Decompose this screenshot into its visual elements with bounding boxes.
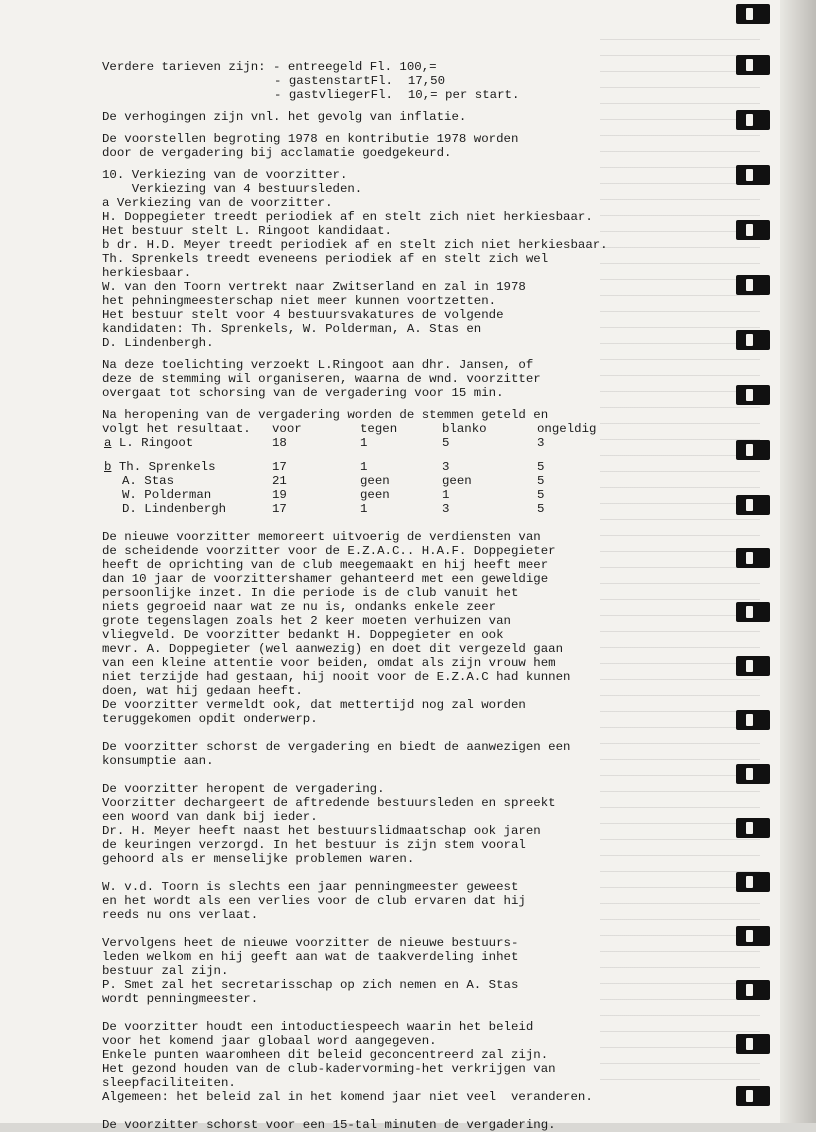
cell-ongeldig: 5 [537, 474, 545, 488]
binding-ring [736, 495, 770, 515]
speech-paragraph [102, 1020, 602, 1104]
text-line: vliegveld. De voorzitter bedankt H. Doppegieter en ook [102, 628, 504, 642]
cell-ongeldig: 5 [537, 460, 545, 474]
cell-voor: 17 [272, 502, 287, 516]
text-line: dan 10 jaar de voorzittershamer gehanteerd met een geweldige [102, 572, 549, 586]
text-line: herkiesbaar. [102, 266, 192, 280]
cell-voor: 17 [272, 460, 287, 474]
text-line: De nieuwe voorzitter memoreert uitvoerig de verdiensten van [102, 530, 541, 544]
text-line: Dr. H. Meyer heeft naast het bestuurslidmaatschap ook jaren [102, 824, 541, 838]
text-line: konsumptie aan. [102, 754, 214, 768]
cell-blanko: 1 [442, 488, 450, 502]
page-edge-shadow [780, 0, 816, 1123]
text-line: De voorzitter heropent de vergadering. [102, 782, 385, 796]
text-line: niets gegroeid naar wat ze nu is, ondanks enkele zeer [102, 600, 497, 614]
cell-tegen: 1 [360, 460, 368, 474]
cell-tegen: geen [360, 474, 390, 488]
text-line: een woord van dank bij ieder. [102, 810, 318, 824]
text-line: kandidaten: Th. Sprenkels, W. Polderman, A. Stas en [102, 322, 482, 336]
table-row [104, 474, 597, 488]
section-10 [102, 168, 608, 350]
tariff-item: - gastvliegerFl. 10,= per start. [274, 88, 520, 102]
binding-ring [736, 440, 770, 460]
header-blanko: blanko [442, 422, 487, 436]
welcome-paragraph [102, 936, 602, 1006]
table-row [104, 488, 597, 502]
text-line: volgt het resultaat. [102, 422, 251, 436]
candidate-name: W. Polderman [122, 488, 212, 502]
text-line: mevr. A. Doppegieter (wel aanwezig) en doet dit vergezeld gaan [102, 642, 564, 656]
text-line: D. Lindenbergh. [102, 336, 214, 350]
new-chair-paragraph [102, 530, 602, 726]
final-paragraph: De voorzitter schorst voor een 15-tal minuten de vergadering. [102, 1118, 556, 1132]
header-ongeldig: ongeldig [537, 422, 597, 436]
binding-ring [736, 55, 770, 75]
text-line: de keuringen verzorgd. In het bestuur is zijn stem vooral [102, 838, 526, 852]
table-row [104, 502, 597, 516]
cell-voor: 19 [272, 488, 287, 502]
budget-paragraph [102, 132, 602, 160]
text-line: Het gezond houden van de club-kadervorming-het verkrijgen van [102, 1062, 556, 1076]
candidate-name: Th. Sprenkels [118, 460, 216, 474]
candidate-name: A. Stas [122, 474, 175, 488]
text-line: Vervolgens heet de nieuwe voorzitter de nieuwe bestuurs- [102, 936, 519, 950]
binding-ring [736, 4, 770, 24]
reopens-paragraph [102, 782, 602, 866]
text-line: Voorzitter dechargeert de aftredende bestuursleden en spreekt [102, 796, 556, 810]
binding-ring [736, 275, 770, 295]
text-line: Enkele punten waaromheen dit beleid geconcentreerd zal zijn. [102, 1048, 549, 1062]
cell-ongeldig: 5 [537, 488, 545, 502]
toorn-paragraph [102, 880, 602, 922]
text-line: van een kleine attentie voor beiden, omdat als zijn vrouw hem [102, 656, 556, 670]
text-line: b dr. H.D. Meyer treedt periodiek af en stelt zich niet herkiesbaar. [102, 238, 608, 252]
binding-ring [736, 548, 770, 568]
text-line: deze de stemming wil organiseren, waarna de wnd. voorzitter [102, 372, 541, 386]
text-line: H. Doppegieter treedt periodiek af en stelt zich niet herkiesbaar. [102, 210, 593, 224]
cell-blanko: 3 [442, 460, 450, 474]
text-line: de scheidende voorzitter voor de E.Z.A.C.. H.A.F. Doppegieter [102, 544, 556, 558]
text-line: W. van den Toorn vertrekt naar Zwitserland en zal in 1978 [102, 280, 526, 294]
cell-blanko: 5 [442, 436, 450, 450]
text-line: sleepfaciliteiten. [102, 1076, 236, 1090]
binding-ring [736, 872, 770, 892]
cell-voor: 21 [272, 474, 287, 488]
text-line: voor het komend jaar globaal word aangegeven. [102, 1034, 437, 1048]
cell-blanko: geen [442, 474, 472, 488]
text-line: niet terzijde had gestaan, hij nooit voor de E.Z.A.C had kunnen [102, 670, 571, 684]
cell-tegen: 1 [360, 502, 368, 516]
cell-tegen: geen [360, 488, 390, 502]
inflation-paragraph: De verhogingen zijn vnl. het gevolg van inflatie. [102, 110, 467, 124]
section-heading: 10. Verkiezing van de voorzitter. [102, 168, 348, 182]
binding-ring [736, 602, 770, 622]
binding-ring [736, 926, 770, 946]
binding-ring [736, 385, 770, 405]
text-line: Na heropening van de vergadering worden de stemmen geteld en [102, 408, 549, 422]
text-line: De voorstellen begroting 1978 en kontributie 1978 worden [102, 132, 519, 146]
text-line: Het bestuur stelt L. Ringoot kandidaat. [102, 224, 392, 238]
text-line: overgaat tot schorsing van de vergadering voor 15 min. [102, 386, 504, 400]
text-line: W. v.d. Toorn is slechts een jaar penningmeester geweest [102, 880, 519, 894]
text-line: De voorzitter schorst de vergadering en biedt de aanwezigen een [102, 740, 571, 754]
binding-ring [736, 980, 770, 1000]
suspend-paragraph [102, 740, 602, 768]
text-line: leden welkom en hij geeft aan wat de taakverdeling inhet [102, 950, 519, 964]
cell-tegen: 1 [360, 436, 368, 450]
text-line: bestuur zal zijn. [102, 964, 229, 978]
text-line: De voorzitter houdt een intoductiespeech waarin het beleid [102, 1020, 534, 1034]
binding-ring [736, 165, 770, 185]
cell-blanko: 3 [442, 502, 450, 516]
text-line: Na deze toelichting verzoekt L.Ringoot aan dhr. Jansen, of [102, 358, 534, 372]
comb-binding [736, 0, 776, 1123]
candidate-name: L. Ringoot [118, 436, 194, 450]
binding-ring [736, 764, 770, 784]
document-body [102, 60, 608, 1132]
binding-ring [736, 710, 770, 730]
text-line: en het wordt als een verlies voor de club ervaren dat hij [102, 894, 526, 908]
text-line: P. Smet zal het secretarisschap op zich nemen en A. Stas [102, 978, 519, 992]
binding-ring [736, 110, 770, 130]
binding-ring [736, 1034, 770, 1054]
section-subheading: Verkiezing van 4 bestuursleden. [102, 182, 363, 196]
cell-ongeldig: 3 [537, 436, 545, 450]
group-a-label: a [104, 436, 112, 450]
text-line: door de vergadering bij acclamatie goedgekeurd. [102, 146, 452, 160]
tariffs-intro: Verdere tarieven zijn: [102, 60, 266, 74]
text-line: De voorzitter vermeldt ook, dat mettertijd nog zal worden [102, 698, 526, 712]
binding-ring [736, 1086, 770, 1106]
explanation-paragraph [102, 358, 602, 400]
text-line: reeds nu ons verlaat. [102, 908, 259, 922]
tariff-item: - gastenstartFl. 17,50 [274, 74, 446, 88]
table-row [104, 460, 597, 474]
header-tegen: tegen [360, 422, 398, 436]
table-row [104, 436, 597, 450]
text-line: gehoord als er menselijke problemen waren. [102, 852, 415, 866]
text-line: Algemeen: het beleid zal in het komend jaar niet veel veranderen. [102, 1090, 593, 1104]
header-voor: voor [272, 422, 302, 436]
votes-table [104, 422, 597, 516]
binding-ring [736, 220, 770, 240]
candidate-name: D. Lindenbergh [122, 502, 227, 516]
binding-ring [736, 330, 770, 350]
text-line: het pehningmeesterschap niet meer kunnen voortzetten. [102, 294, 497, 308]
text-line: Het bestuur stelt voor 4 bestuursvakatures de volgende [102, 308, 504, 322]
binding-ring [736, 656, 770, 676]
tariff-item: - entreegeld Fl. 100,= [273, 60, 437, 74]
text-line: heeft de oprichting van de club meegemaakt en hij heeft meer [102, 558, 549, 572]
tariffs-block [102, 60, 602, 102]
group-b-label: b [104, 460, 112, 474]
cell-voor: 18 [272, 436, 287, 450]
text-line: Th. Sprenkels treedt eveneens periodiek af en stelt zich wel [102, 252, 549, 266]
text-line: grote tegenslagen zoals het 2 keer moeten verhuizen van [102, 614, 511, 628]
text-line: doen, wat hij gedaan heeft. [102, 684, 303, 698]
text-line: a Verkiezing van de voorzitter. [102, 196, 333, 210]
text-line: wordt penningmeester. [102, 992, 259, 1006]
text-line: persoonlijke inzet. In die periode is de club vanuit het [102, 586, 519, 600]
binding-ring [736, 818, 770, 838]
cell-ongeldig: 5 [537, 502, 545, 516]
text-line: teruggekomen opdit onderwerp. [102, 712, 318, 726]
